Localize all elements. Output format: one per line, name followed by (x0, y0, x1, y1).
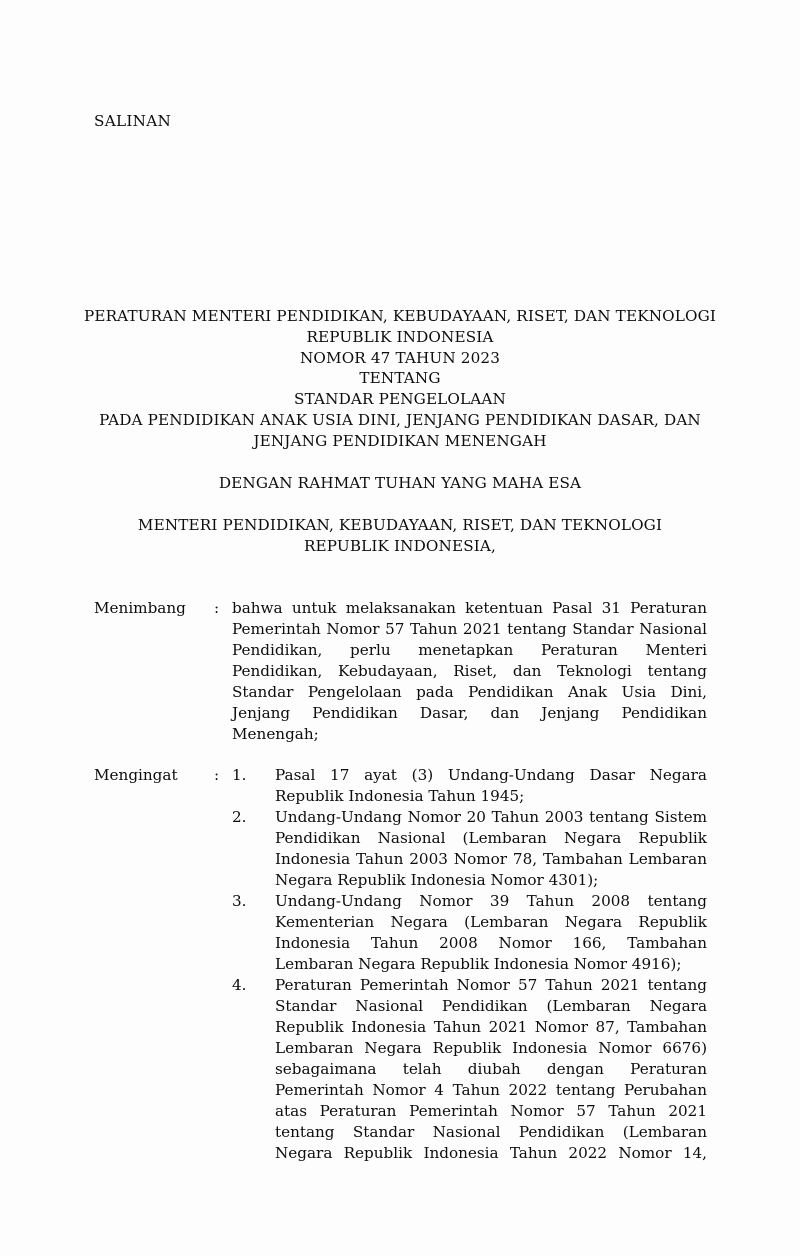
list-item-text: Undang-Undang Nomor 39 Tahun 2008 tentang Kementerian Negara (Lembaran Negara Republik Indonesia Tahun 2008 Nomor 166, Tambahan Lembaran Negara Republik Indonesia Nomor 4916); (275, 892, 707, 973)
title-line: PERATURAN MENTERI PENDIDIKAN, KEBUDAYAAN, RISET, DAN TEKNOLOGI (83, 307, 717, 325)
copy-mark: SALINAN (94, 112, 172, 130)
considerations-clause (94, 598, 707, 745)
invocation-line: DENGAN RAHMAT TUHAN YANG MAHA ESA (218, 474, 582, 492)
list-item (232, 765, 707, 807)
list-item-text: Pasal 17 ayat (3) Undang-Undang Dasar Negara Republik Indonesia Tahun 1945; (275, 766, 707, 805)
title-line: NOMOR 47 TAHUN 2023 (299, 348, 501, 367)
considerations-label: Menimbang (94, 599, 186, 617)
list-item-marker: 2. (232, 808, 247, 826)
title-line: PADA PENDIDIKAN ANAK USIA DINI, JENJANG PENDIDIKAN DASAR, DAN (99, 410, 701, 429)
title-line: TENTANG (359, 369, 441, 388)
authority-line: REPUBLIK INDONESIA, (303, 536, 497, 555)
title-line: REPUBLIK INDONESIA (306, 327, 494, 346)
legal-basis-body (232, 765, 707, 1164)
legal-basis-label: Mengingat (94, 766, 178, 784)
list-item (232, 891, 707, 975)
list-item (232, 975, 707, 1164)
authority-block (60, 515, 740, 557)
list-item (232, 807, 707, 891)
considerations-text: bahwa untuk melaksanakan ketentuan Pasal 31 Peraturan Pemerintah Nomor 57 Tahun 2021 tentang Standar Nasional Pendidikan, perlu menetapkan Peraturan Menteri Pendidikan, Kebudayaan, Riset, dan Teknologi tentang Standar Pengelolaan pada Pendidikan Anak Usia Dini, Jenjang Pendidikan Dasar, dan Jenjang Pendidikan Menengah; (232, 599, 707, 743)
considerations-colon: : (214, 599, 220, 617)
document-title-block (60, 306, 740, 452)
title-line: JENJANG PENDIDIKAN MENENGAH (253, 431, 547, 450)
list-item-marker: 1. (232, 766, 247, 784)
invocation-block (60, 473, 740, 494)
list-item-text: Peraturan Pemerintah Nomor 57 Tahun 2021 tentang Standar Nasional Pendidikan (Lembaran Negara Republik Indonesia Tahun 2021 Nomor 87, Tambahan Lembaran Negara Republik Indonesia Nomor 6676) sebagaimana telah diubah dengan Peraturan Pemerintah Nomor 4 Tahun 2022 tentang Perubahan atas Peraturan Pemerintah Nomor 57 Tahun 2021 tentang Standar Nasional Pendidikan (Lembaran Negara Republik Indonesia Tahun 2022 Nomor 14, (275, 976, 707, 1162)
legal-basis-clause (94, 765, 707, 1164)
title-line: STANDAR PENGELOLAAN (294, 390, 506, 409)
legal-basis-colon: : (214, 766, 220, 784)
list-item-marker: 4. (232, 976, 247, 994)
authority-line: MENTERI PENDIDIKAN, KEBUDAYAAN, RISET, DAN TEKNOLOGI (137, 516, 663, 534)
list-item-marker: 3. (232, 892, 247, 910)
list-item-text: Undang-Undang Nomor 20 Tahun 2003 tentang Sistem Pendidikan Nasional (Lembaran Negara Republik Indonesia Tahun 2003 Nomor 78, Tambahan Lembaran Negara Republik Indonesia Nomor 4301); (275, 808, 707, 889)
legal-basis-list (232, 765, 707, 1164)
